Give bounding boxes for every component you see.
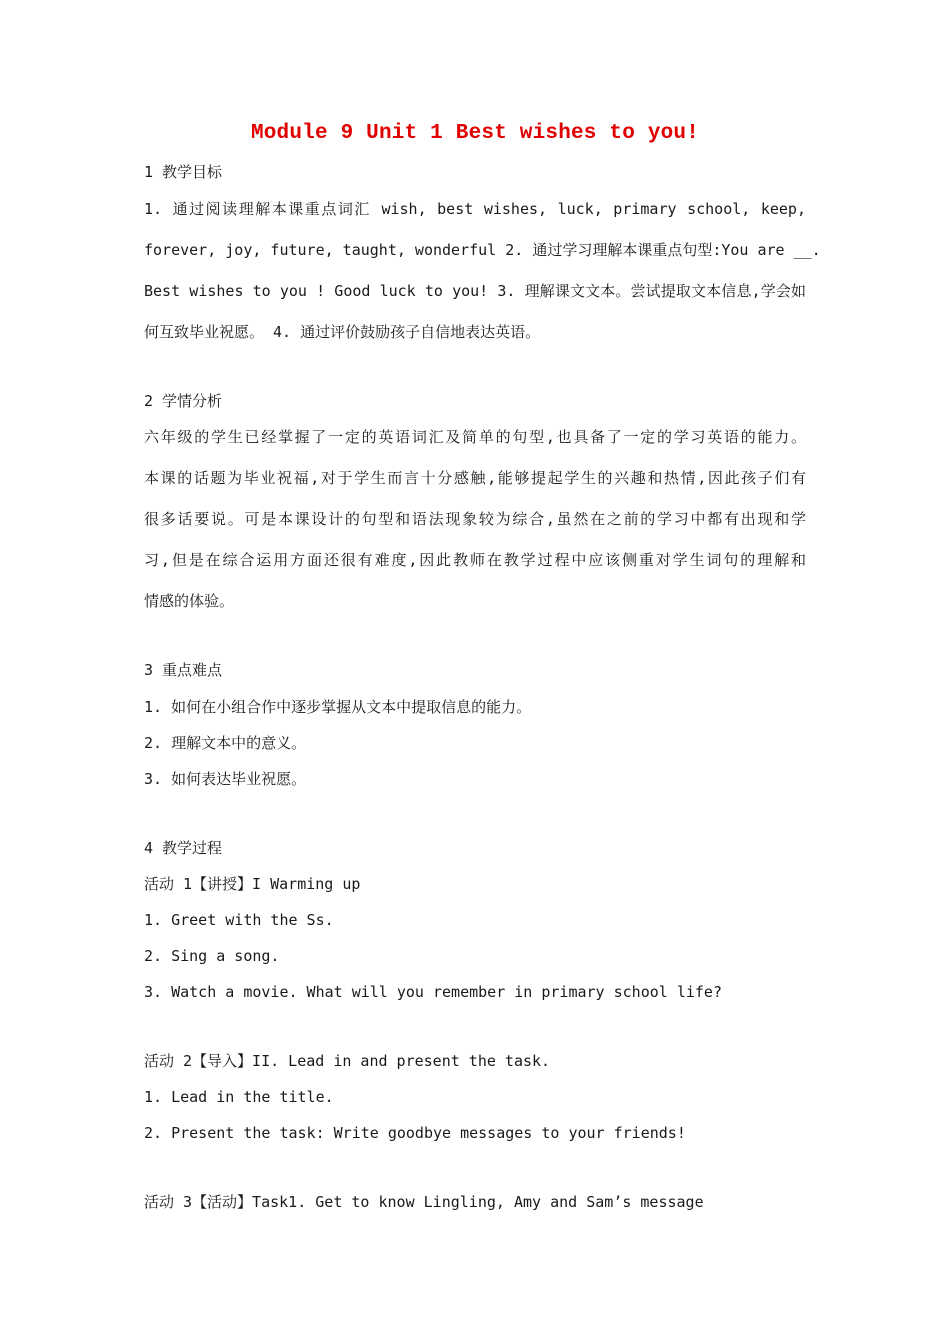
list-item: 2. 理解文本中的意义。 xyxy=(144,734,307,752)
paragraph-line: 很多话要说。可是本课设计的句型和语法现象较为综合,虽然在之前的学习中都有出现和学 xyxy=(144,510,806,528)
list-item: 1. 如何在小组合作中逐步掌握从文本中提取信息的能力。 xyxy=(144,698,532,716)
paragraph-line: Best wishes to you ! Good luck to you! 3. 理解课文文本。尝试提取文本信息,学会如 xyxy=(144,282,806,300)
section-heading-key-points: 3 重点难点 xyxy=(144,661,223,679)
document-title: Module 9 Unit 1 Best wishes to you! xyxy=(250,122,700,145)
list-item: 1. Greet with the Ss. xyxy=(144,911,334,929)
list-item: 2. Present the task: Write goodbye messages to your friends! xyxy=(144,1124,686,1142)
paragraph-line: forever, joy, future, taught, wonderful 2. 通过学习理解本课重点句型:You are __. xyxy=(144,241,821,259)
section-heading-process: 4 教学过程 xyxy=(144,839,223,857)
activity-heading: 活动 2【导入】II. Lead in and present the task. xyxy=(144,1052,551,1070)
paragraph-line: 情感的体验。 xyxy=(144,592,235,610)
paragraph-line: 1. 通过阅读理解本课重点词汇 wish, best wishes, luck, primary school, keep, xyxy=(144,200,806,218)
list-item: 2. Sing a song. xyxy=(144,947,280,965)
list-item: 1. Lead in the title. xyxy=(144,1088,334,1106)
section-heading-analysis: 2 学情分析 xyxy=(144,392,223,410)
paragraph-line: 本课的话题为毕业祝福,对于学生而言十分感触,能够提起学生的兴趣和热情,因此孩子们有 xyxy=(144,469,806,487)
paragraph-line: 习,但是在综合运用方面还很有难度,因此教师在教学过程中应该侧重对学生词句的理解和 xyxy=(144,551,806,569)
list-item: 3. 如何表达毕业祝愿。 xyxy=(144,770,307,788)
section-heading-objectives: 1 教学目标 xyxy=(144,163,223,181)
activity-heading: 活动 3【活动】Task1. Get to know Lingling, Amy and Sam’s message xyxy=(144,1193,704,1211)
activity-heading: 活动 1【讲授】I Warming up xyxy=(144,875,361,893)
paragraph-line: 何互致毕业祝愿。 4. 通过评价鼓励孩子自信地表达英语。 xyxy=(144,323,541,341)
paragraph-line: 六年级的学生已经掌握了一定的英语词汇及简单的句型,也具备了一定的学习英语的能力。 xyxy=(144,428,806,446)
list-item: 3. Watch a movie. What will you remember in primary school life? xyxy=(144,983,722,1001)
